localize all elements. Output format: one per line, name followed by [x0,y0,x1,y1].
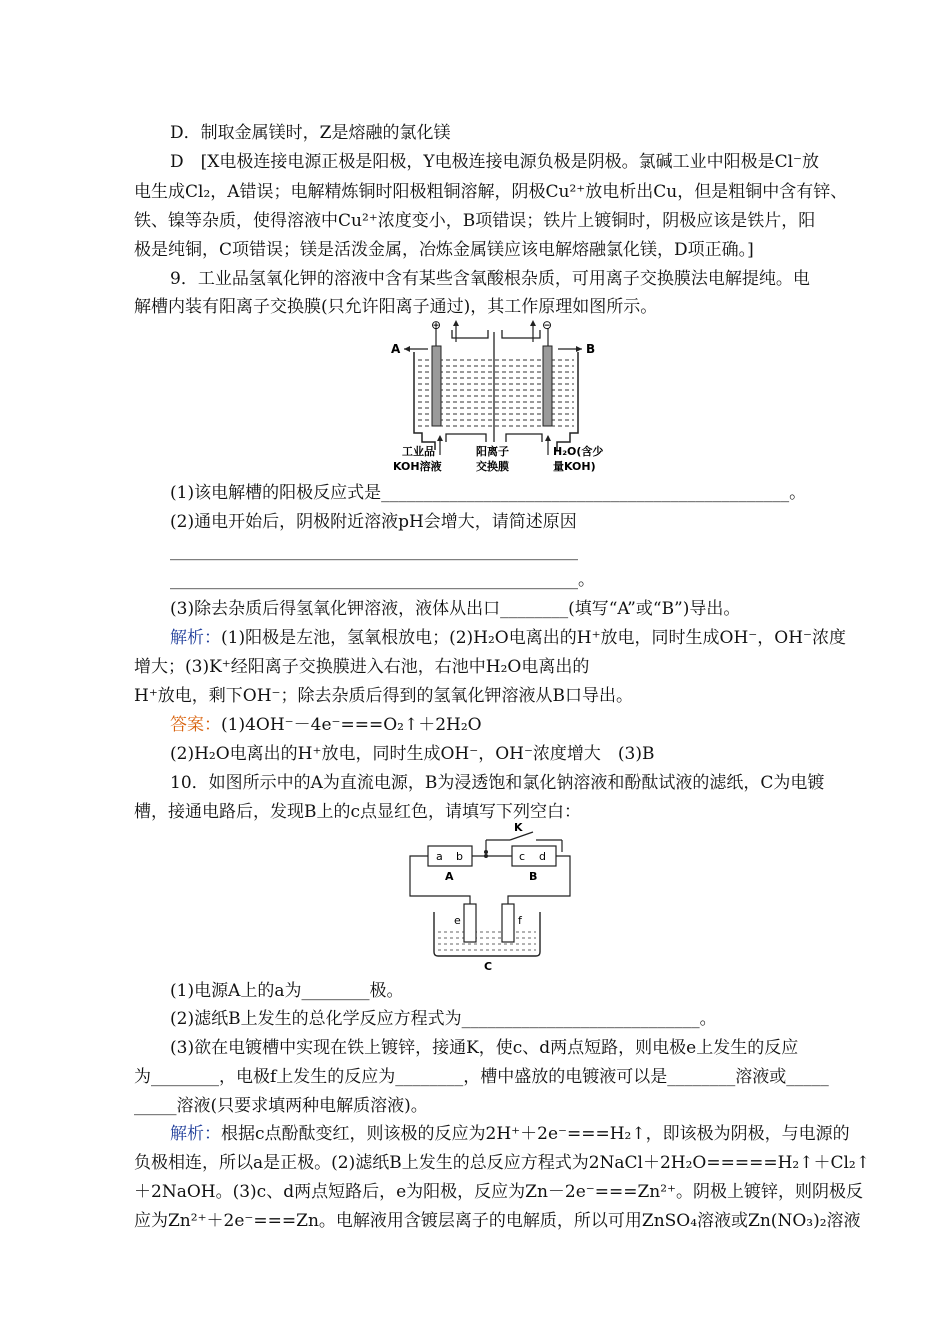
outlet-b-label: B [586,342,596,356]
q10-analysis-line [170,1122,850,1146]
membrane-label: 交换膜 [476,460,509,473]
q10-circuit-figure [398,820,578,980]
q9-analysis-line: H⁺放电，剩下OH⁻；除去杂质后得到的氢氧化钾溶液从B口导出。 [134,686,634,706]
plus-terminal-icon: ⊕ [431,318,442,332]
q9-analysis-line: 增大；(3)K⁺经阳离子交换膜进入右池，右池中H₂O电离出的 [134,657,590,677]
q9-electrolysis-figure [390,318,610,478]
q9-sub1: (1)该电解槽的阳极反应式是________________________________________________。 [170,483,807,503]
analysis-label: 解析： [170,1124,221,1144]
cathode-electrode [543,346,552,426]
analysis-label: 解析： [170,628,221,648]
right-inlet-label: 量KOH) [553,460,596,473]
plating-tank-c [434,912,540,956]
electrode-f-label: f [518,914,522,927]
left-arrow-icon [404,346,410,352]
q9-sub2: (2)通电开始后，阴极附近溶液pH会增大，请简述原因 [170,512,577,532]
terminal-b-label: b [456,850,463,863]
anode-electrode [432,346,441,426]
q10-stem-line: 10．如图所示中的A为直流电源，B为浸透饱和氯化钠溶液和酚酞试液的滤纸，C为电镀 [170,773,825,793]
left-inlet-label: 工业品 [402,445,435,458]
q9-answer-blank: ________________________________________________ [170,541,578,561]
q10-analysis-line: ＋2NaOH。(3)c、d两点短路后，e为阳极，反应为Zn－2e⁻===Zn²⁺。阴极上镀锌，则阴极反 [134,1182,864,1202]
point-d-label: d [539,850,546,863]
q10-analysis-line: 应为Zn²⁺＋2e⁻===Zn。电解液用含镀层离子的电解质，所以可用ZnSO₄溶液或Zn(NO₃)₂溶液 [134,1211,861,1231]
analysis-text: (1)阳极是左池，氢氧根放电；(2)H₂O电离出的H⁺放电，同时生成OH⁻，OH⁻浓度 [221,628,847,648]
up-arrow-icon [453,320,459,326]
q9-sub3: (3)除去杂质后得氢氧化钾溶液，液体从出口________(填写“A”或“B”)导出。 [170,599,741,619]
q10-sub3-line: 为________，电极f上发生的反应为________，槽中盛放的电镀液可以是________溶液或_____ [134,1067,829,1087]
membrane-label: 阳离子 [476,445,509,458]
q9-stem-line: 解槽内装有阳离子交换膜(只允许阳离子通过)，其工作原理如图所示。 [134,297,658,317]
power-source-a [428,846,472,866]
q10-analysis-line: 负极相连，所以a是正极。(2)滤纸B上发生的总反应方程式为2NaCl＋2H₂O=====H₂↑＋Cl₂↑ [134,1153,870,1173]
electrode-e-label: e [454,914,461,927]
q8-option-d: D．制取金属镁时，Z是熔融的氯化镁 [170,123,451,143]
right-inlet-label: H₂O(含少 [553,445,604,458]
switch-k-label: K [514,821,523,834]
q8-answer-line: 电生成Cl₂，A错误；电解精炼铜时阳极粗铜溶解，阴极Cu²⁺放电析出Cu，但是粗铜中含有锌、 [134,182,848,202]
electrode-e [464,904,476,942]
q9-stem-line: 9．工业品氢氧化钾的溶液中含有某些含氧酸根杂质，可用离子交换膜法电解提纯。电 [170,269,810,289]
up-arrow-icon [437,435,443,441]
terminal-a-label: a [436,850,443,863]
right-arrow-icon [576,346,582,352]
q8-answer-line: D [X电极连接电源正极是阳极，Y电极连接电源负极是阴极。氯碱工业中阳极是Cl⁻放 [170,152,820,172]
up-arrow-icon [545,435,551,441]
q8-answer-line: 铁、镍等杂质，使得溶液中Cu²⁺浓度变小，B项错误；铁片上镀铜时，阴极应该是铁片，阳 [134,211,816,231]
left-inlet-label: KOH溶液 [393,460,442,473]
q9-answer-blank: ________________________________________________。 [170,570,595,590]
q9-answer-line: (2)H₂O电离出的H⁺放电，同时生成OH⁻，OH⁻浓度增大 (3)B [170,744,655,764]
analysis-text: 根据c点酚酞变红，则该极的反应为2H⁺＋2e⁻===H₂↑，即该极为阴极，与电源的 [221,1124,850,1144]
q8-answer-line: 极是纯铜，C项错误；镁是活泼金属，冶炼金属镁应该电解熔融氯化镁，D项正确。] [134,240,754,260]
q10-sub2: (2)滤纸B上发生的总化学反应方程式为____________________________。 [170,1009,717,1029]
electrode-f [502,904,514,942]
answer-text: (1)4OH⁻－4e⁻===O₂↑＋2H₂O [221,715,482,735]
q10-sub3-line: (3)欲在电镀槽中实现在铁上镀锌，接通K，使c、d两点短路，则电极e上发生的反应 [170,1038,799,1058]
answer-label: 答案： [170,715,221,735]
point-c-label: c [519,850,526,863]
tank-c-label: C [484,960,493,973]
q10-sub3-line: _____溶液(只要求填两种电解质溶液)。 [134,1096,428,1116]
source-a-label: A [445,870,454,883]
q10-sub1: (1)电源A上的a为________极。 [170,981,404,1001]
minus-terminal-icon: ⊖ [542,318,553,332]
q9-analysis-line [170,626,847,650]
paper-b-label: B [529,870,538,883]
outlet-a-label: A [391,342,401,356]
up-arrow-icon [530,320,536,326]
q10-stem-line: 槽，接通电路后，发现B上的c点显红色，请填写下列空白： [134,802,582,822]
q9-answer-line [170,713,824,737]
